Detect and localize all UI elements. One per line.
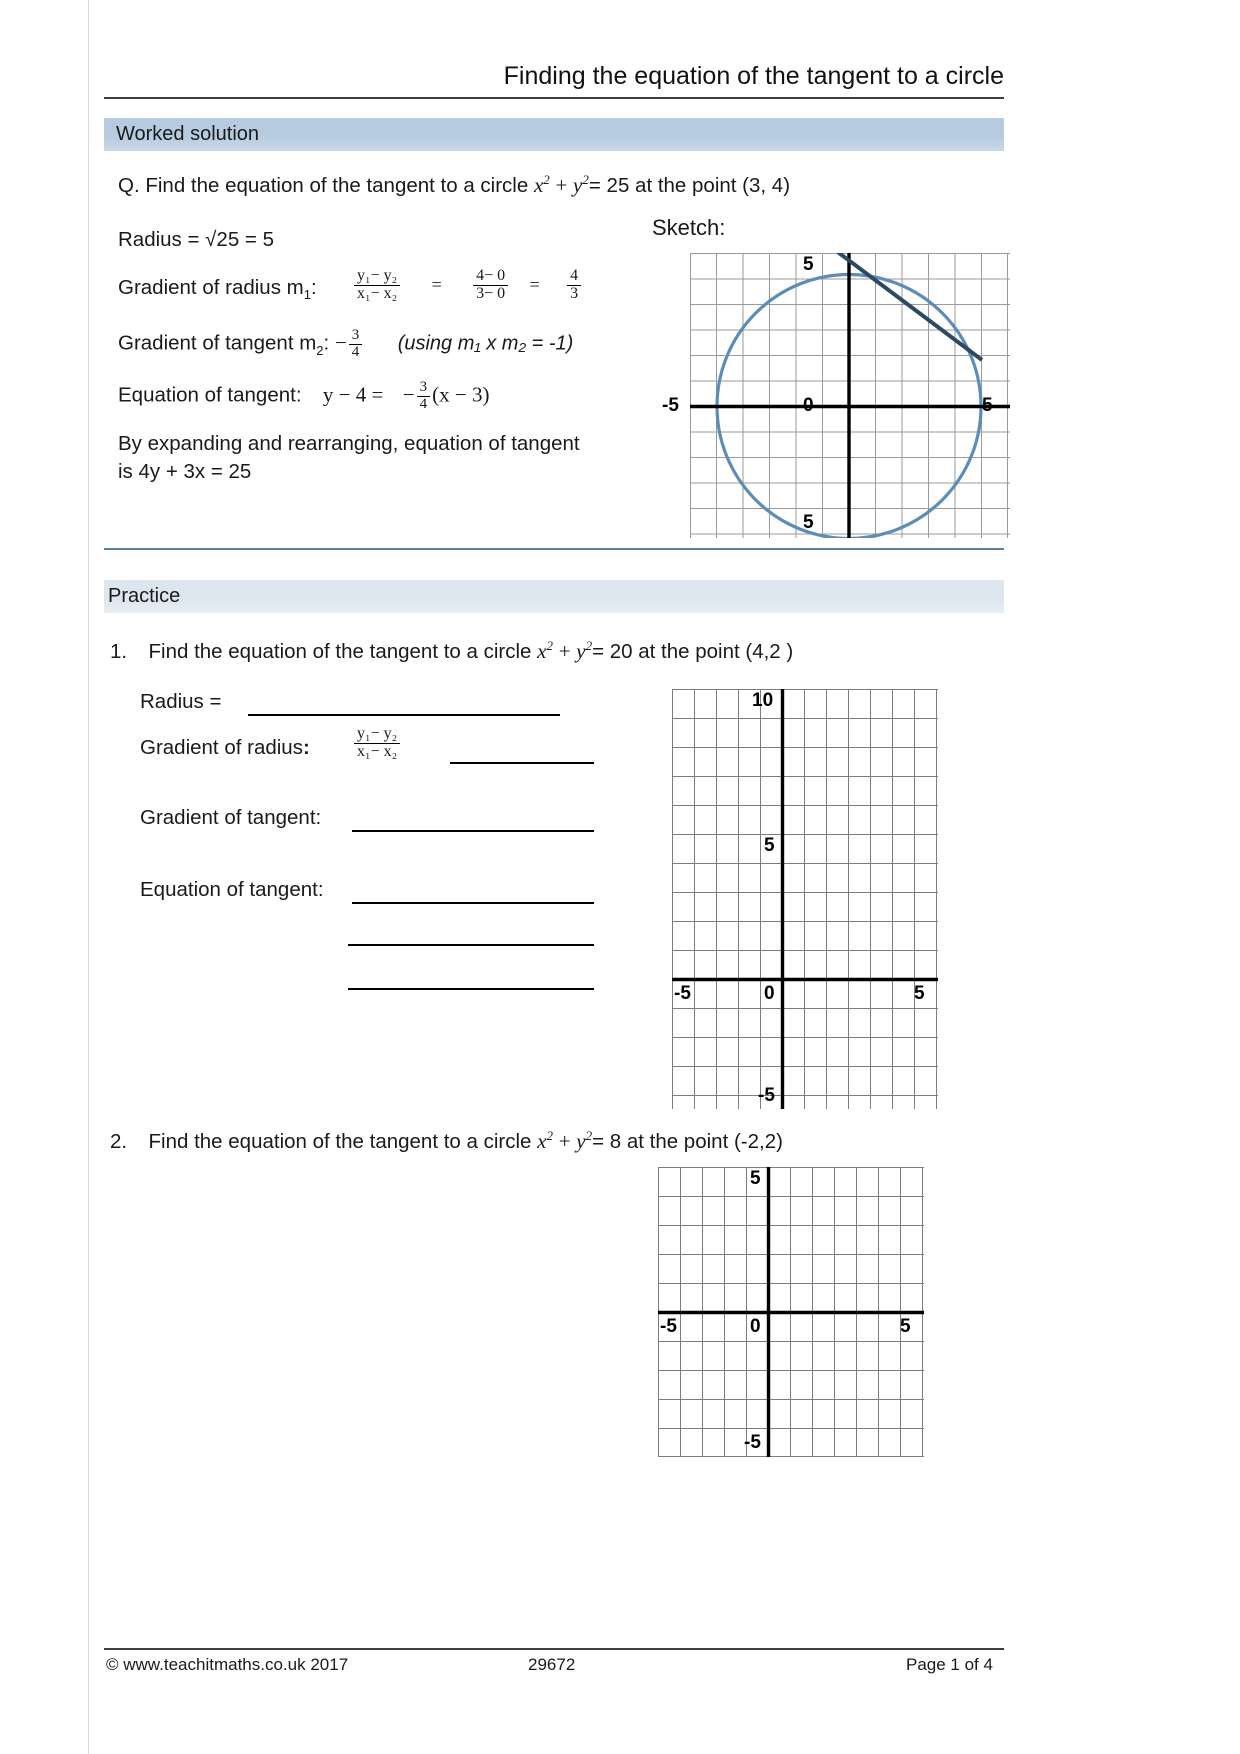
practice-2-grid-graph	[658, 1167, 924, 1457]
p1-y-label-neg5: -5	[758, 1085, 775, 1106]
worked-equation-tangent	[118, 380, 489, 413]
practice-1-svg	[672, 689, 938, 1109]
question-2-eq-x-power: 2	[546, 1128, 553, 1143]
worked-gradient-tangent-text: Gradient of tangent m	[118, 331, 317, 355]
question-2-number: 2.	[110, 1130, 128, 1153]
worked-gradient-radius-text: Gradient of radius m	[118, 276, 304, 299]
fraction-general-gradient	[354, 268, 400, 303]
question-1-number: 1.	[110, 640, 128, 663]
q1-gradient-radius-text: Gradient of radius	[140, 736, 303, 759]
section-header-worked-solution: Worked solution	[104, 118, 1004, 151]
section-header-practice: Practice	[104, 580, 1004, 613]
sketch-svg	[690, 253, 1010, 538]
worked-perpendicular-note: (using m₁ x m₂ = -1)	[397, 332, 574, 355]
q1-gradient-fraction	[352, 726, 402, 761]
question-1	[110, 638, 793, 664]
sketch-label: Sketch:	[652, 215, 726, 240]
worked-gradient-radius-formula	[352, 268, 583, 303]
question-2-eq-tail: = 8 at the point (-2,2)	[592, 1130, 783, 1153]
worked-gradient-radius-colon: :	[310, 276, 317, 299]
fraction-denominator: 4	[417, 396, 431, 413]
question-2-eq-y-power: 2	[585, 1128, 593, 1143]
fraction-numerator: y₁− y₂	[357, 267, 398, 284]
footer-divider	[104, 1648, 1004, 1650]
q1-equation-tangent-label: Equation of tangent:	[140, 878, 324, 901]
p2-origin-label: 0	[750, 1316, 761, 1337]
sketch-origin-label: 0	[803, 395, 814, 416]
worked-gradient-radius-label	[118, 276, 317, 302]
p1-origin-label: 0	[764, 983, 775, 1004]
q1-gradient-tangent-answer-line[interactable]	[352, 830, 594, 832]
q1-radius-label: Radius =	[140, 690, 222, 713]
equals-sign-1: =	[431, 274, 442, 295]
p2-x-label-neg5: -5	[660, 1316, 677, 1337]
q1-radius-answer-line[interactable]	[248, 714, 560, 716]
fraction-three-quarters	[417, 380, 431, 413]
section-divider	[104, 548, 1004, 550]
fraction-numerator: 3	[419, 379, 428, 395]
fraction-numerator: 3	[351, 327, 360, 343]
worked-gradient-tangent-label	[118, 328, 573, 361]
worked-gradient-tangent-colon: :	[323, 331, 330, 355]
question-1-eq-tail: = 20 at the point (4,2 )	[592, 640, 794, 663]
question-2	[110, 1128, 783, 1154]
q1-gradient-radius-colon: :	[302, 736, 310, 759]
sketch-x-label-5: 5	[982, 395, 993, 416]
worked-eq-tail: = 25 at the point (3, 4)	[588, 174, 791, 197]
question-2-text: Find the equation of the tangent to a circle	[148, 1130, 532, 1153]
worked-conclusion-line-2: is 4y + 3x = 25	[118, 460, 252, 483]
fraction-numerator: 4	[570, 267, 579, 284]
left-margin-rule	[88, 0, 89, 1754]
fraction-substituted	[473, 268, 508, 303]
grid-lines	[672, 689, 938, 1109]
p1-y-label-5: 5	[764, 835, 775, 856]
question-2-eq-plus: +	[558, 1129, 571, 1153]
question-1-text: Find the equation of the tangent to a circle	[148, 640, 532, 663]
p2-y-label-5: 5	[750, 1168, 761, 1189]
worked-gradient-tangent-sub: 2	[316, 342, 324, 358]
p1-x-label-5: 5	[914, 983, 925, 1004]
worked-equation-lhs: y − 4 =	[322, 382, 384, 407]
sketch-x-label-neg5: -5	[662, 395, 679, 416]
fraction-denominator: 4	[349, 344, 363, 361]
p2-x-label-5: 5	[900, 1316, 911, 1337]
fraction-numerator: 4− 0	[476, 267, 506, 284]
worked-eq-x: $x^2$	[533, 172, 550, 197]
fraction-denominator: x₁− x₂	[354, 285, 400, 303]
q1-equation-tangent-answer-line-3[interactable]	[348, 988, 594, 990]
p2-y-label-neg5: -5	[744, 1432, 761, 1453]
question-1-eq-x: $x^2$	[537, 638, 553, 663]
fraction-general-gradient	[354, 726, 400, 761]
fraction-denominator: 3	[567, 285, 581, 303]
fraction-denominator: x₁− x₂	[354, 743, 400, 761]
header-divider	[104, 97, 1004, 99]
footer-page-number: Page 1 of 4	[906, 1655, 993, 1674]
fraction-neg-three-quarters	[349, 328, 363, 361]
q1-gradient-radius-answer-line[interactable]	[450, 762, 594, 764]
worked-solution-sketch-graph	[662, 253, 1010, 538]
sketch-y-label-5: 5	[803, 254, 814, 275]
worked-radius-line: Radius = √25 = 5	[118, 228, 274, 251]
question-2-eq-y: $y^2$	[576, 1128, 593, 1153]
q1-gradient-radius-label	[140, 736, 310, 760]
worked-question-prefix: Q. Find the equation of the tangent to a circle	[118, 174, 529, 197]
minus-sign: −	[334, 330, 347, 355]
worked-eq-x-power: 2	[543, 172, 550, 187]
worked-conclusion-line-1: By expanding and rearranging, equation of tangent	[118, 432, 580, 455]
worked-equation-label: Equation of tangent:	[118, 383, 302, 407]
worked-equation-minus: −	[402, 382, 415, 407]
footer-copyright: © www.teachitmaths.co.uk 2017	[106, 1655, 349, 1674]
p1-x-label-neg5: -5	[674, 983, 691, 1004]
worked-eq-plus: +	[555, 173, 568, 197]
worked-eq-y-power: 2	[582, 172, 589, 187]
worked-question	[118, 172, 790, 198]
sketch-y-label-neg5: 5	[803, 512, 814, 533]
worked-gradient-radius-sub: 1	[303, 287, 311, 303]
worked-eq-y: $y^2$	[573, 172, 589, 197]
practice-2-svg	[658, 1167, 924, 1457]
fraction-denominator: 3− 0	[473, 285, 508, 303]
fraction-numerator: y₁− y₂	[357, 725, 398, 742]
p1-y-label-10: 10	[752, 690, 774, 711]
q1-gradient-tangent-label: Gradient of tangent:	[140, 806, 322, 829]
page-title: Finding the equation of the tangent to a circle	[503, 62, 1004, 90]
footer-code: 29672	[528, 1655, 576, 1674]
question-1-eq-plus: +	[558, 639, 571, 663]
question-1-eq-y: $y^2$	[576, 638, 593, 663]
question-1-eq-y-power: 2	[585, 638, 593, 653]
question-2-eq-x: $x^2$	[537, 1128, 553, 1153]
fraction-result	[567, 268, 581, 303]
equals-sign-2: =	[529, 274, 540, 295]
practice-1-grid-graph	[672, 689, 938, 1109]
worked-equation-rhs: (x − 3)	[432, 382, 490, 407]
q1-equation-tangent-answer-line-2[interactable]	[348, 944, 594, 946]
q1-equation-tangent-answer-line-1[interactable]	[352, 902, 594, 904]
question-1-eq-x-power: 2	[546, 638, 553, 653]
